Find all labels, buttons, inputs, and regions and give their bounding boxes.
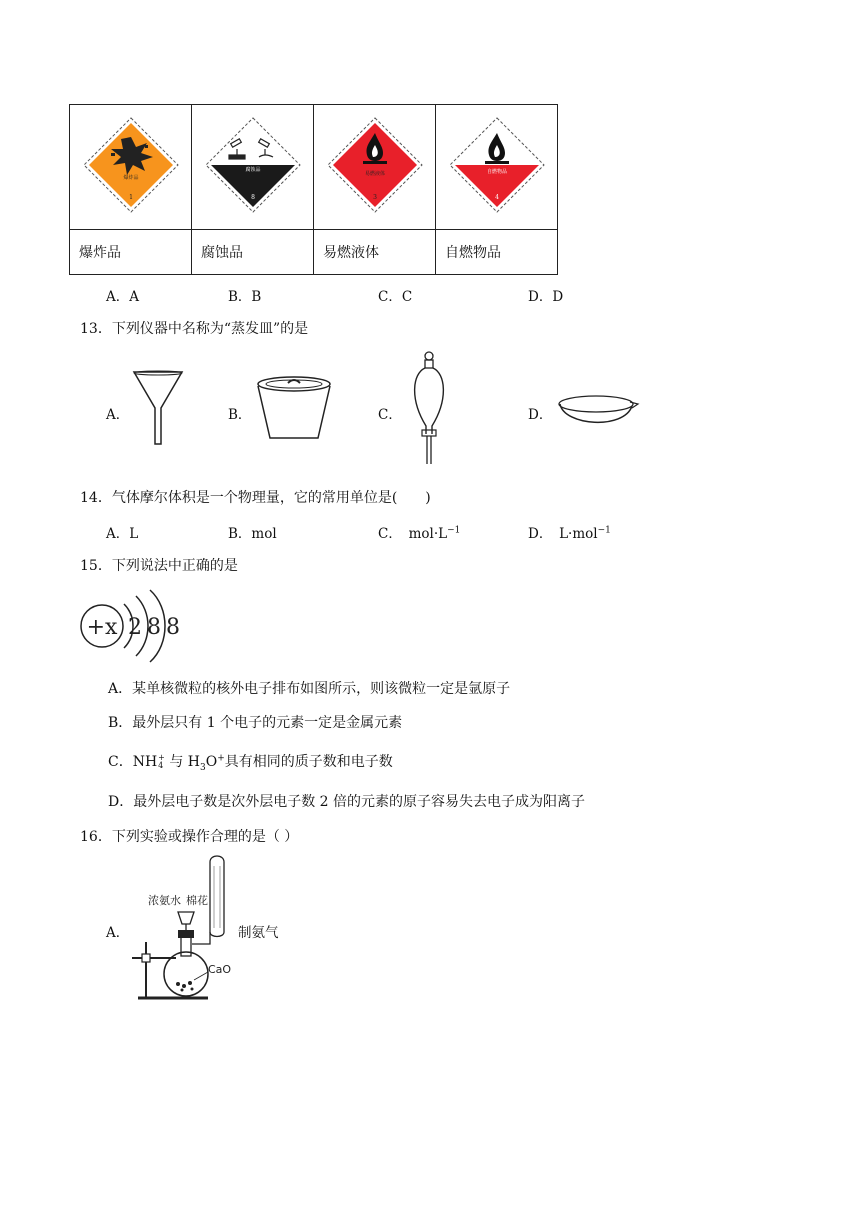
- funnel-icon: [132, 370, 184, 448]
- q15-option-a: A．某单核微粒的核外电子排布如图所示，则该微粒一定是氩原子: [108, 681, 511, 697]
- flammable-liquid-sign-icon: [325, 115, 425, 215]
- sign-cell-explosive: [70, 105, 192, 230]
- q15-option-b: B．最外层只有 1 个电子的元素一定是金属元素: [108, 715, 403, 731]
- separatory-funnel-icon: [406, 350, 452, 468]
- q13-option-b: B．: [228, 407, 252, 423]
- crucible-icon: [254, 374, 334, 444]
- q13-option-c: C．: [378, 407, 402, 423]
- sign-text: 爆炸品: [122, 175, 139, 181]
- nucleus-label: +x: [86, 615, 118, 640]
- q14-option-d-text: D． L·mol: [528, 526, 598, 542]
- q15-option-c-charge: +: [217, 753, 225, 764]
- sign-number: 8: [250, 194, 255, 201]
- q13-option-a: A．: [106, 407, 130, 423]
- q14-option-d-exponent: −1: [597, 525, 611, 536]
- q14-option-c: [378, 522, 460, 542]
- q16-stem: 16．下列实验或操作合理的是（ ）: [80, 829, 299, 845]
- q16-caption: 制氨气: [238, 925, 279, 941]
- cotton-label: 棉花: [186, 894, 208, 907]
- ammonia-apparatus-diagram: [128, 852, 248, 1006]
- q15-option-c-rest: 具有相同的质子数和电子数: [224, 754, 393, 770]
- q15-stem: 15．下列说法中正确的是: [80, 558, 238, 574]
- q14-option-c-exponent: −1: [447, 525, 461, 536]
- q16-option-a: A．: [106, 925, 130, 941]
- sign-cell-flammable-liquid: [314, 105, 436, 230]
- sign-number: 1: [128, 194, 133, 201]
- q14-option-c-text: C． mol·L: [378, 526, 448, 542]
- q13-stem: 13．下列仪器中名称为“蒸发皿”的是: [80, 321, 309, 337]
- solid-label: CaO: [208, 963, 232, 976]
- q15-option-c-mid: 与 H: [169, 754, 200, 770]
- sign-text: 自燃物品: [486, 169, 507, 175]
- sign-text: 易燃液体: [364, 171, 385, 177]
- reagent-label: 浓氨水: [148, 894, 181, 907]
- explosive-sign-icon: [81, 115, 181, 215]
- q14-option-a: A．L: [106, 526, 139, 542]
- q15-option-c-text: C．NH: [108, 754, 158, 770]
- q12-option-a: A．A: [106, 289, 139, 305]
- shell-2-count: 8: [147, 615, 161, 640]
- spontaneous-combustion-sign-icon: [447, 115, 547, 215]
- q13-option-d: D．: [528, 407, 553, 423]
- q15-option-c-oxygen: O: [205, 754, 218, 770]
- ion-charge-stack: [158, 754, 165, 770]
- corrosive-sign-icon: [203, 115, 303, 215]
- label-spontaneous-combustion: 自燃物品: [436, 230, 558, 275]
- label-corrosive: 腐蚀品: [192, 230, 314, 275]
- q12-option-c: C．C: [378, 289, 413, 305]
- evaporating-dish-icon: [556, 390, 640, 434]
- q12-option-d: D．D: [528, 289, 564, 305]
- q14-option-d: [528, 522, 611, 542]
- label-explosive: 爆炸品: [70, 230, 192, 275]
- sign-text: 腐蚀品: [244, 167, 261, 173]
- q12-option-b: B．B: [228, 289, 262, 305]
- electron-shell-diagram: [78, 586, 188, 664]
- ion-charge: +: [158, 753, 165, 762]
- sign-number: 4: [494, 194, 499, 201]
- sign-number: 3: [372, 194, 377, 201]
- q15-option-d: D．最外层电子数是次外层电子数 2 倍的元素的原子容易失去电子成为阳离子: [108, 794, 586, 810]
- q14-option-b: B．mol: [228, 526, 277, 542]
- q15-option-c-subscript: 3: [200, 762, 206, 773]
- hazard-sign-table: [69, 104, 558, 275]
- shell-1-count: 2: [128, 615, 142, 640]
- q14-stem: 14．气体摩尔体积是一个物理量，它的常用单位是( ): [80, 490, 431, 506]
- shell-3-count: 8: [166, 615, 180, 640]
- ion-subscript: 4: [158, 761, 164, 770]
- sign-cell-corrosive: [192, 105, 314, 230]
- sign-cell-spontaneous-combustion: [436, 105, 558, 230]
- label-flammable-liquid: 易燃液体: [314, 230, 436, 275]
- q15-option-c: [108, 751, 393, 773]
